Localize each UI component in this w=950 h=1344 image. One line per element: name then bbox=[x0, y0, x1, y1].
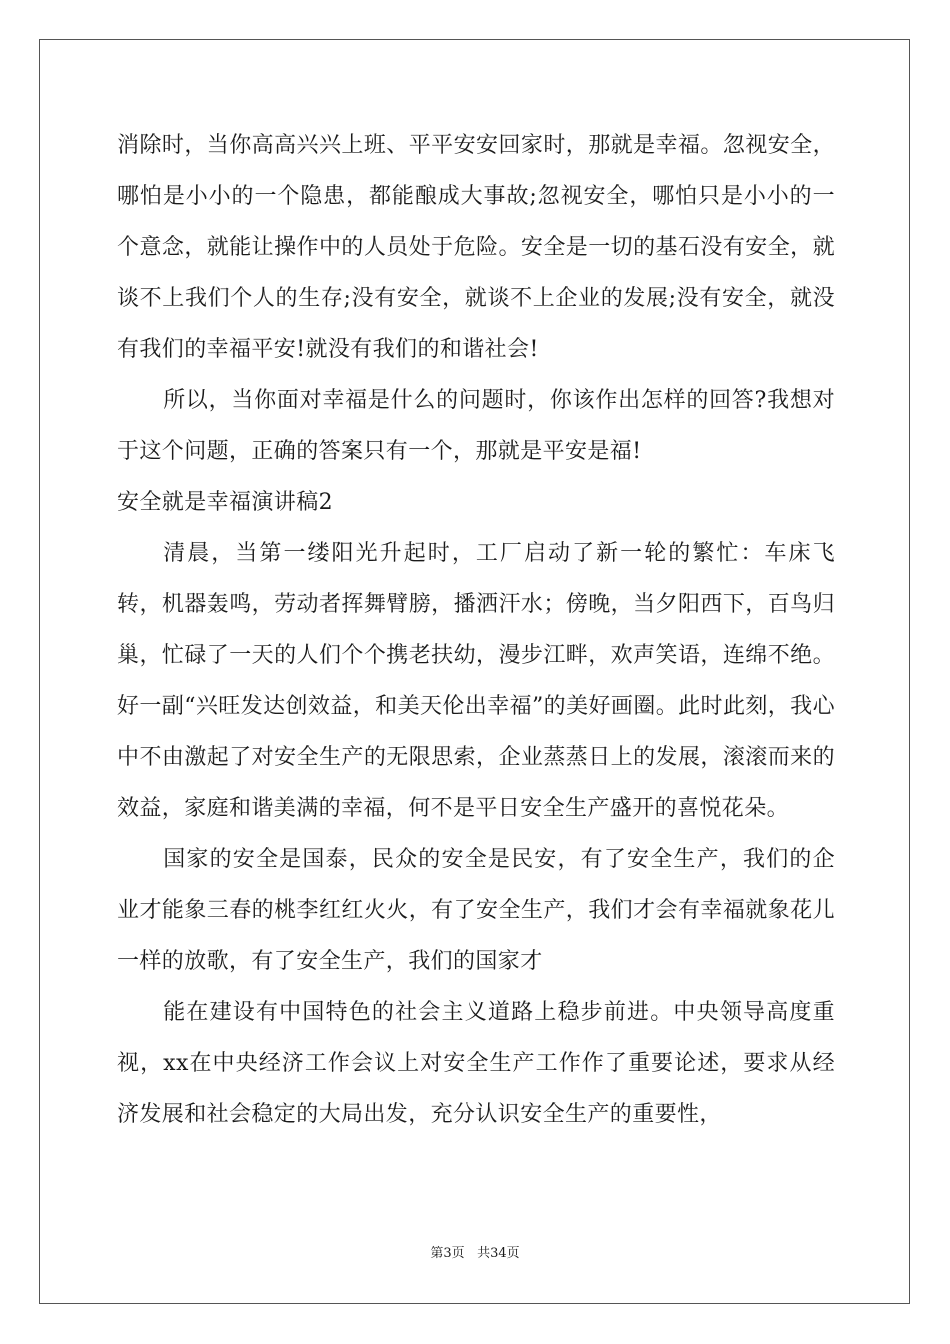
paragraph-5: 能在建设有中国特色的社会主义道路上稳步前进。中央领导高度重视，xx在中央经济工作会议上对安全生产工作作了重要论述，要求从经济发展和社会稳定的大局出发，充分认识安全生产的重要性， bbox=[117, 1000, 835, 1127]
paragraph-1: 消除时，当你高高兴兴上班、平平安安回家时，那就是幸福。忽视安全，哪怕是小小的一个隐患，都能酿成大事故;忽视安全，哪怕只是小小的一个意念，就能让操作中的人员处于危险。安全是一切的基石没有安全，就谈不上我们个人的生存;没有安全，就谈不上企业的发展;没有安全，就没有我们的幸福平安!就没有我们的和谐社会! bbox=[117, 133, 835, 362]
paragraph-2: 所以，当你面对幸福是什么的问题时，你该作出怎样的回答?我想对于这个问题，正确的答案只有一个，那就是平安是福! bbox=[117, 388, 835, 464]
footer-spacer bbox=[465, 1246, 477, 1261]
total-pages: 共34页 bbox=[477, 1246, 520, 1261]
page-number: 第3页 bbox=[430, 1246, 465, 1261]
section-heading: 安全就是幸福演讲稿2 bbox=[117, 490, 333, 515]
page-footer bbox=[0, 1242, 950, 1261]
paragraph-4: 国家的安全是国泰，民众的安全是民安，有了安全生产，我们的企业才能象三春的桃李红红火火，有了安全生产，我们才会有幸福就象花儿一样的放歌，有了安全生产，我们的国家才 bbox=[117, 847, 835, 974]
paragraph-3: 清晨，当第一缕阳光升起时，工厂启动了新一轮的繁忙：车床飞转，机器轰鸣，劳动者挥舞臂膀，播洒汗水；傍晚，当夕阳西下，百鸟归巢，忙碌了一天的人们个个携老扶幼，漫步江畔，欢声笑语，连绵不绝。好一副“兴旺发达创效益，和美天伦出幸福”的美好画圈。此时此刻，我心中不由激起了对安全生产的无限思索，企业蒸蒸日上的发展，滚滚而来的效益，家庭和谐美满的幸福，何不是平日安全生产盛开的喜悦花朵。 bbox=[117, 541, 835, 821]
document-body bbox=[117, 120, 835, 1140]
